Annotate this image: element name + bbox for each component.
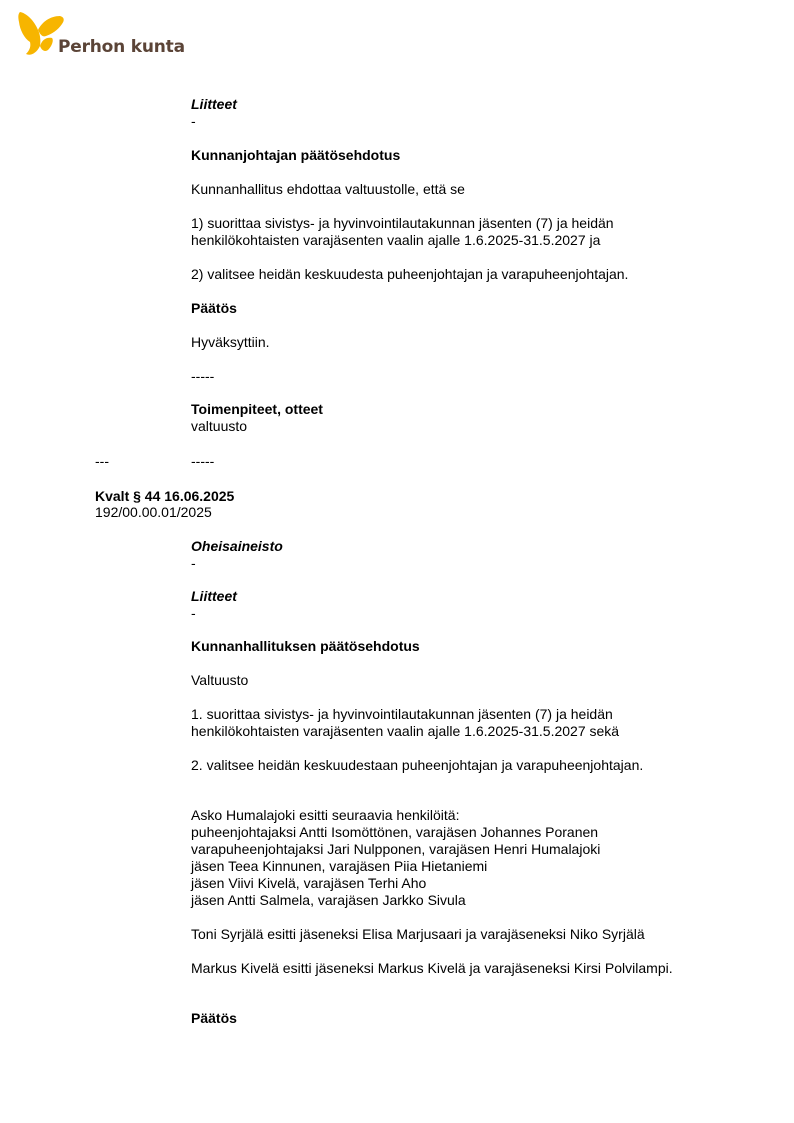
supplementary-value: -	[191, 555, 196, 571]
section-title: Kvalt § 44 16.06.2025	[95, 488, 235, 504]
attachments-value: -	[191, 605, 196, 621]
nomination-line: jäsen Antti Salmela, varajäsen Jarkko Sivula	[191, 892, 466, 908]
nomination-line: puheenjohtajaksi Antti Isomöttönen, varajäsen Johannes Poranen	[191, 824, 599, 840]
attachments-heading: Liitteet	[191, 96, 237, 112]
proposal-item-1-line-1: 1. suorittaa sivistys- ja hyvinvointilautakunnan jäsenten (7) ja heidän	[191, 706, 613, 722]
proposal-intro: Kunnanhallitus ehdottaa valtuustolle, että se	[191, 181, 465, 197]
org-name: Perhon kunta	[58, 37, 185, 57]
actions-heading: Toimenpiteet, otteet	[191, 401, 323, 417]
nomination-3: Markus Kivelä esitti jäseneksi Markus Kivelä ja varajäseneksi Kirsi Polvilampi.	[191, 960, 673, 976]
supplementary-heading: Oheisaineisto	[191, 538, 283, 554]
attachments-value: -	[191, 113, 196, 129]
proposal-item-2: 2. valitsee heidän keskuudestaan puheenjohtajan ja varapuheenjohtajan.	[191, 757, 644, 773]
case-number: 192/00.00.01/2025	[95, 504, 212, 520]
nomination-2: Toni Syrjälä esitti jäseneksi Elisa Marjusaari ja varajäseneksi Niko Syrjälä	[191, 926, 645, 942]
proposal-heading: Kunnanhallituksen päätösehdotus	[191, 638, 420, 654]
logo	[16, 10, 186, 60]
attachments-heading: Liitteet	[191, 588, 237, 604]
decision-heading: Päätös	[191, 1010, 237, 1026]
nomination-line: varapuheenjohtajaksi Jari Nulpponen, varajäsen Henri Humalajoki	[191, 841, 601, 857]
nomination-line: Asko Humalajoki esitti seuraavia henkilöitä:	[191, 807, 460, 823]
decision-value: Hyväksyttiin.	[191, 334, 270, 350]
separator: -----	[191, 453, 215, 469]
proposal-item-1-line-1: 1) suorittaa sivistys- ja hyvinvointilautakunnan jäsenten (7) ja heidän	[191, 215, 614, 231]
proposal-item-2: 2) valitsee heidän keskuudesta puheenjohtajan ja varapuheenjohtajan.	[191, 266, 629, 282]
left-separator: ---	[95, 453, 109, 469]
nomination-line: jäsen Viivi Kivelä, varajäsen Terhi Aho	[191, 875, 427, 891]
nomination-line: jäsen Teea Kinnunen, varajäsen Piia Hietaniemi	[191, 858, 488, 874]
decision-heading: Päätös	[191, 300, 237, 316]
actions-value: valtuusto	[191, 418, 248, 434]
proposal-intro: Valtuusto	[191, 672, 249, 688]
proposal-heading: Kunnanjohtajan päätösehdotus	[191, 147, 401, 163]
separator: -----	[191, 368, 215, 384]
proposal-item-1-line-2: henkilökohtaisten varajäsenten vaalin ajalle 1.6.2025-31.5.2027 ja	[191, 232, 601, 248]
proposal-item-1-line-2: henkilökohtaisten varajäsenten vaalin ajalle 1.6.2025-31.5.2027 sekä	[191, 723, 620, 739]
